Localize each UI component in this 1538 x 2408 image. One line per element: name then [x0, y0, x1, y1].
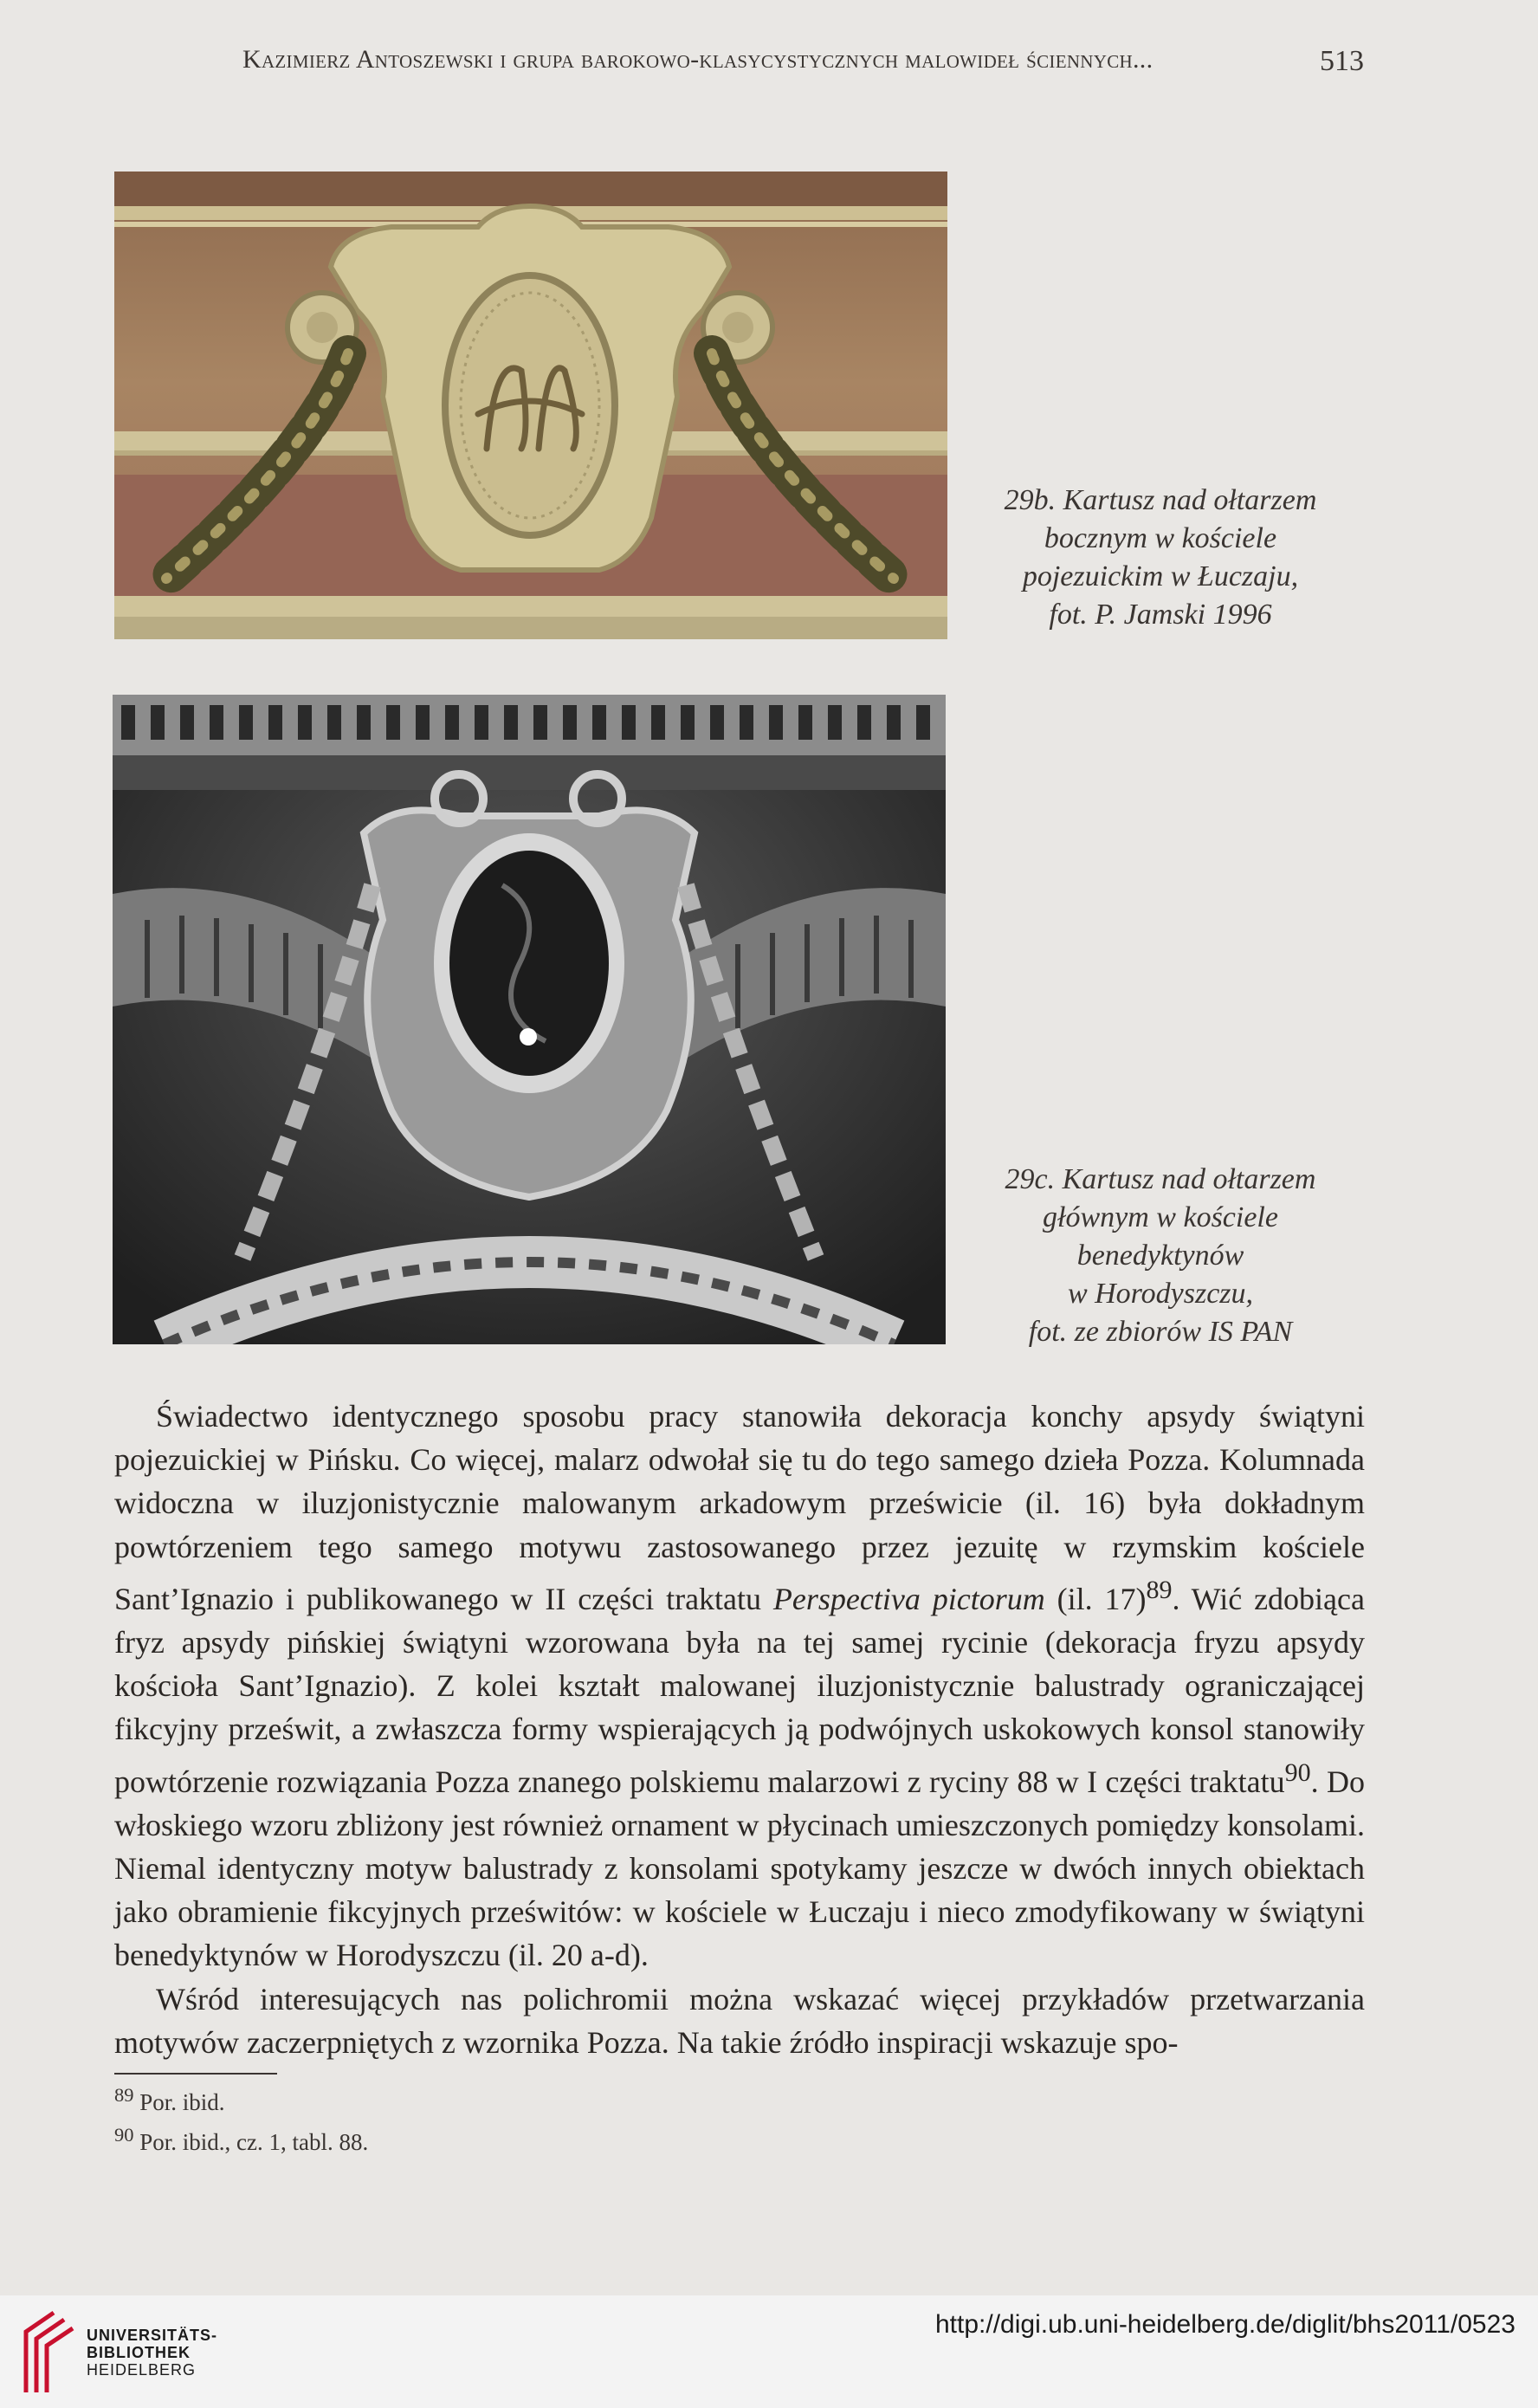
- footnote-text: Por. ibid., cz. 1, tabl. 88.: [133, 2129, 369, 2155]
- caption-line: benedyktynów: [1076, 1240, 1244, 1272]
- footnote-number: 89: [114, 2084, 134, 2106]
- paragraph-text: . Wić zdobiąca fryz apsydy pińskiej świątyni wzorowana była na tej samej rycinie (dekoracja fryzu apsydy kościoła Sant’Ignazio). Z kolei kształt malowanej iluzjonistycznie balustrady ograniczającej fikcyjny prześwit, a zwłaszcza formy wspierających ją podwójnych uskokowych konsol stanowiły powtórzenie rozwiązania Pozza znanego polskiemu malarzowi z ryciny 88 w I części traktatu: [114, 1581, 1365, 1799]
- footnote: [114, 2079, 368, 2119]
- footnote-ref: 89: [1146, 1575, 1173, 1604]
- footnote-ref: 90: [1284, 1757, 1311, 1787]
- library-name-line: UNIVERSITÄTS-: [87, 2327, 218, 2344]
- footnote-text: Por. ibid.: [133, 2089, 225, 2115]
- photo-cartouche-luczaj: [114, 172, 947, 639]
- library-name-line: HEIDELBERG: [87, 2361, 197, 2379]
- photo-cartouche-horodyszcze: [113, 695, 946, 1344]
- paragraph-text: Wśród interesujących nas polichromii można wskazać więcej przykładów przetwarzania motywów zaczerpniętych z wzornika Pozza. Na takie źródło inspiracji wskazuje spo-: [114, 1981, 1365, 2060]
- book-title: Perspectiva pictorum: [772, 1581, 1045, 1616]
- paragraph-text: Świadectwo identycznego sposobu pracy stanowiła dekoracja konchy apsydy świątyni pojezuickiej w Pińsku. Co więcej, malarz odwołał się tu do tego samego dzieła Pozza. Kolumnada widoczna w iluzjonistycznie malowanym arkadowym prześwicie (il. 16) była dokładnym powtórzeniem tego samego motywu zastosowanego przez jezuitę w rzymskim kościele Sant’Ignazio i publikowanego w II części traktatu: [114, 1399, 1365, 1616]
- source-url-link[interactable]: http://digi.ub.uni-heidelberg.de/diglit/bhs2011/0523: [935, 2310, 1515, 2339]
- library-name-line: BIBLIOTHEK: [87, 2344, 191, 2361]
- caption-line: 29b. Kartusz nad ołtarzem: [1004, 484, 1317, 516]
- caption-figure-29b: [970, 482, 1351, 634]
- footnote: [114, 2119, 368, 2159]
- library-name: [87, 2327, 217, 2379]
- paragraph-text: . Do włoskiego wzoru zbliżony jest również ornament w płycinach umieszczonych pomiędzy konsolami. Niemal identyczny motyw balustrady z konsolami spotykamy jeszcze w dwóch innych obiektach jako obramienie fikcyjnych prześwitów: w kościele w Łuczaju i nieco zmodyfikowany w świątyni benedyktynów w Horodyszczu (il. 20 a-d).: [114, 1764, 1366, 1973]
- running-head-title: i grupa barokowo-klasycystycznych malowideł ściennych...: [493, 45, 1154, 74]
- photo-cartouche-horodyszcze-image: [113, 695, 946, 1344]
- photo-cartouche-luczaj-image: [114, 172, 947, 639]
- caption-line: głównym w kościele: [1043, 1201, 1278, 1233]
- caption-line: pojezuickim w Łuczaju,: [1022, 560, 1299, 592]
- caption-line: bocznym w kościele: [1044, 522, 1277, 554]
- paragraph: [114, 1978, 1365, 2064]
- caption-line: fot. ze zbiorów IS PAN: [1028, 1316, 1293, 1348]
- page-number: 513: [1320, 45, 1364, 77]
- footnotes: [114, 2079, 368, 2159]
- paragraph-text: (il. 17): [1044, 1581, 1147, 1616]
- library-logo-icon: [19, 2306, 76, 2396]
- caption-line: fot. P. Jamski 1996: [1049, 599, 1272, 631]
- caption-line: w Horodyszczu,: [1067, 1278, 1254, 1310]
- footnote-divider: [114, 2073, 277, 2075]
- running-head: [242, 45, 1368, 74]
- body-text: [114, 1395, 1365, 2064]
- footnote-number: 90: [114, 2124, 134, 2146]
- caption-figure-29c: [970, 1161, 1351, 1351]
- running-head-author: Kazimierz Antoszewski: [242, 45, 494, 74]
- paragraph: [114, 1395, 1365, 1978]
- caption-line: 29c. Kartusz nad ołtarzem: [1005, 1163, 1316, 1195]
